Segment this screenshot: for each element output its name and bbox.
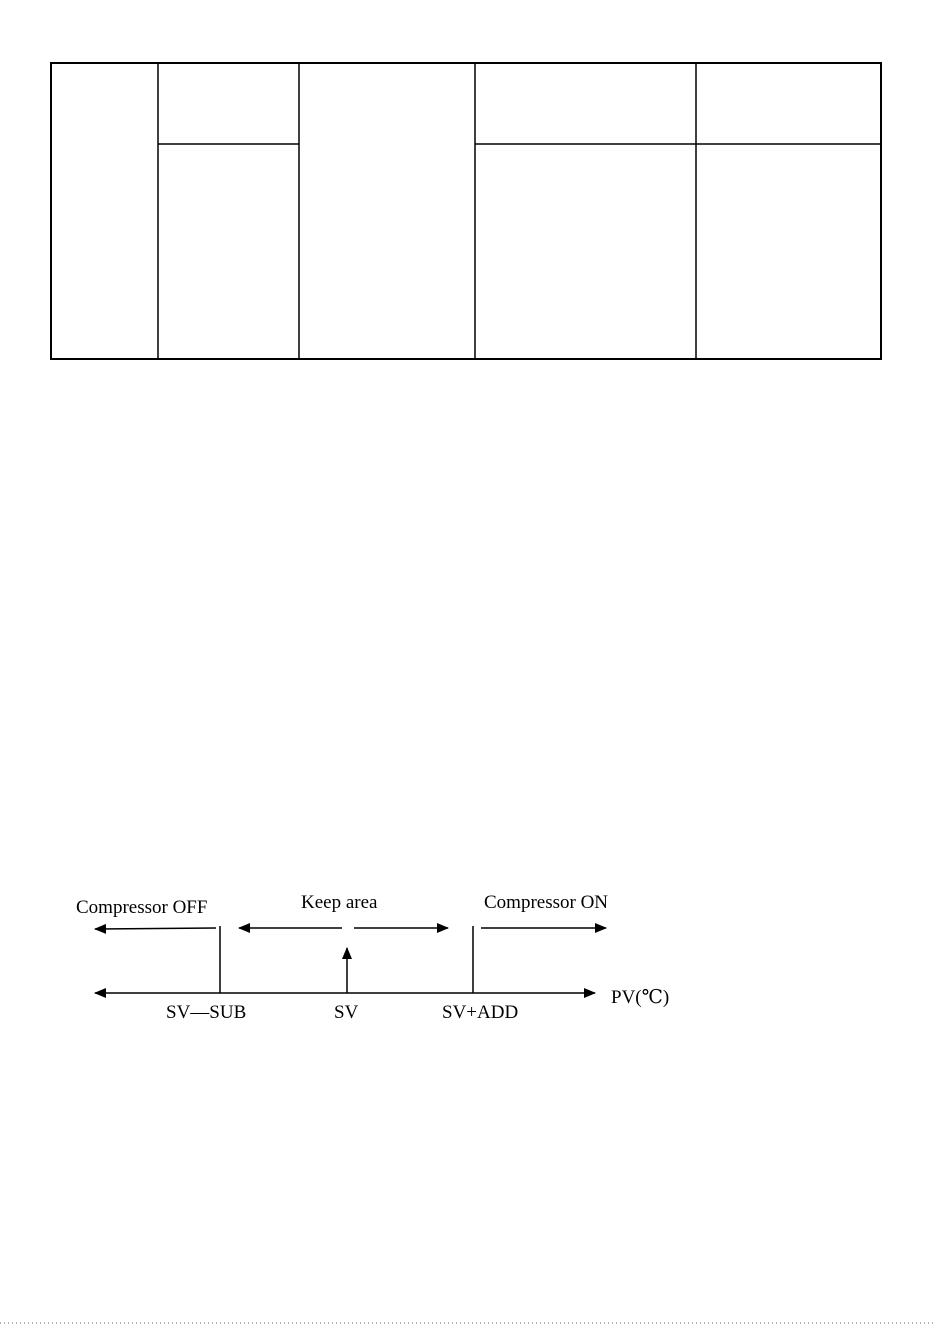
table-outer-border xyxy=(51,63,881,359)
compressor-control-diagram xyxy=(76,892,669,1023)
sv-label: SV xyxy=(334,1002,359,1023)
compressor-off-arrow xyxy=(95,928,216,929)
keep-area-label: Keep area xyxy=(301,892,378,913)
compressor-on-label: Compressor ON xyxy=(484,892,609,913)
sv-sub-label: SV—SUB xyxy=(166,1002,247,1023)
sv-add-label: SV+ADD xyxy=(442,1002,519,1023)
pv-axis-label: PV(℃) xyxy=(611,987,670,1008)
compressor-off-label: Compressor OFF xyxy=(76,897,208,918)
empty-table xyxy=(51,63,881,359)
